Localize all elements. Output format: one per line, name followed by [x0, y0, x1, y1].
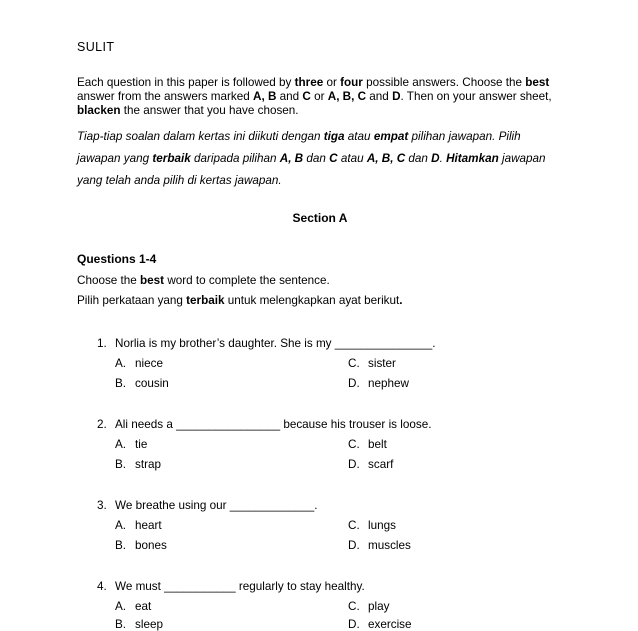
option-letter: C.	[348, 600, 360, 613]
bold-letter: D	[392, 90, 401, 103]
bold-letters: A, B, C	[327, 90, 367, 103]
option-text: heart	[135, 519, 162, 532]
instructions-my-line-3: yang telah anda pilih di kertas jawapan.	[77, 174, 282, 187]
text-span: Each question in this paper is followed by	[77, 76, 295, 89]
bold-empat: empat	[373, 130, 409, 143]
question-text: We breathe using our _____________.	[115, 499, 318, 512]
option-letter: D.	[348, 377, 360, 390]
text-span: atau	[337, 152, 367, 165]
text-span: untuk melengkapkan ayat berikut	[224, 294, 400, 307]
option-text: bones	[135, 539, 167, 552]
option-text: play	[368, 600, 390, 613]
question-number: 2.	[97, 418, 107, 431]
option-b	[115, 618, 163, 631]
text-span: jawapan	[498, 152, 546, 165]
option-letter: A.	[115, 600, 127, 613]
option-text: muscles	[368, 539, 411, 552]
text-span: possible answers. Choose the	[362, 76, 526, 89]
question-stem	[97, 499, 318, 512]
instructions-my-line-1	[77, 130, 521, 143]
option-letter: A.	[115, 519, 127, 532]
text-span: word to complete the sentence.	[164, 274, 330, 287]
option-b	[115, 377, 169, 390]
option-d	[348, 458, 393, 471]
bold-dot: .	[399, 294, 403, 307]
text-span: pilihan jawapan. Pilih	[408, 130, 521, 143]
bold-letter: D	[431, 152, 440, 165]
option-c	[348, 600, 389, 613]
instructions-en-line-3	[77, 104, 299, 117]
option-b	[115, 458, 161, 471]
bold-tiga: tiga	[323, 130, 345, 143]
bold-terbaik: terbaik	[152, 152, 191, 165]
page-header: SULIT	[77, 40, 115, 54]
instructions-my-line-2	[77, 152, 546, 165]
text-span: or	[323, 76, 341, 89]
option-letter: C.	[348, 519, 360, 532]
option-letter: C.	[348, 357, 360, 370]
text-span: and	[276, 90, 303, 103]
question-stem	[97, 418, 431, 431]
instructions-en-line-1	[77, 76, 549, 89]
option-letter: B.	[115, 618, 127, 631]
option-letter: D.	[348, 458, 360, 471]
text-span: jawapan yang	[77, 152, 153, 165]
option-c	[348, 357, 396, 370]
directive-my	[77, 294, 403, 307]
question-number: 3.	[97, 499, 107, 512]
option-letter: B.	[115, 377, 127, 390]
question-text: We must ___________ regularly to stay healthy.	[115, 580, 365, 593]
question-number: 4.	[97, 580, 107, 593]
instructions-en-line-2	[77, 90, 552, 103]
question-text: Ali needs a ________________ because his trouser is loose.	[115, 418, 432, 431]
text-span: dan	[303, 152, 330, 165]
option-d	[348, 539, 411, 552]
bold-letters: A, B	[279, 152, 304, 165]
option-text: scarf	[368, 458, 394, 471]
option-c	[348, 519, 396, 532]
bold-letters: A, B, C	[366, 152, 406, 165]
option-letter: A.	[115, 357, 127, 370]
option-a	[115, 519, 162, 532]
option-text: lungs	[368, 519, 396, 532]
option-text: tie	[135, 438, 148, 451]
bold-three: three	[294, 76, 324, 89]
bold-blacken: blacken	[77, 104, 121, 117]
option-c	[348, 438, 387, 451]
text-span: answer from the answers marked	[77, 90, 254, 103]
option-text: belt	[368, 438, 387, 451]
option-text: sister	[368, 357, 396, 370]
text-span: Choose the	[77, 274, 141, 287]
option-letter: A.	[115, 438, 127, 451]
question-stem	[97, 337, 436, 350]
section-title: Section A	[292, 211, 348, 225]
questions-heading: Questions 1-4	[77, 252, 157, 266]
option-text: nephew	[368, 377, 409, 390]
question-number: 1.	[97, 337, 107, 350]
option-text: cousin	[135, 377, 169, 390]
option-d	[348, 377, 409, 390]
option-b	[115, 539, 167, 552]
bold-letter: A,	[253, 90, 265, 103]
text-span: .	[439, 152, 447, 165]
text-span: daripada pilihan	[190, 152, 280, 165]
bold-four: four	[340, 76, 363, 89]
text-span: atau	[344, 130, 374, 143]
question-text: Norlia is my brother’s daughter. She is my _______________.	[115, 337, 436, 350]
option-text: eat	[135, 600, 152, 613]
directive-en	[77, 274, 330, 287]
option-a	[115, 357, 163, 370]
question-stem	[97, 580, 365, 593]
bold-hitamkan: Hitamkan	[446, 152, 499, 165]
text-span: and	[366, 90, 393, 103]
option-a	[115, 438, 147, 451]
option-text: sleep	[135, 618, 163, 631]
option-d	[348, 618, 412, 631]
option-letter: B.	[115, 539, 127, 552]
bold-letter: C	[329, 152, 338, 165]
text-span: the answer that you have chosen.	[120, 104, 299, 117]
option-letter: C.	[348, 438, 360, 451]
text-span: dan	[405, 152, 432, 165]
bold-letter: C	[302, 90, 311, 103]
text-span: . Then on your answer sheet,	[400, 90, 552, 103]
bold-best: best	[140, 274, 165, 287]
bold-letter: B	[264, 90, 277, 103]
bold-best: best	[525, 76, 550, 89]
text-span: or	[310, 90, 328, 103]
option-letter: B.	[115, 458, 127, 471]
option-a	[115, 600, 151, 613]
text-span: Tiap-tiap soalan dalam kertas ini diikuti dengan	[77, 130, 324, 143]
option-text: niece	[135, 357, 163, 370]
option-text: strap	[135, 458, 161, 471]
option-letter: D.	[348, 618, 360, 631]
bold-terbaik: terbaik	[186, 294, 225, 307]
option-letter: D.	[348, 539, 360, 552]
text-span: Pilih perkataan yang	[77, 294, 187, 307]
option-text: exercise	[368, 618, 412, 631]
